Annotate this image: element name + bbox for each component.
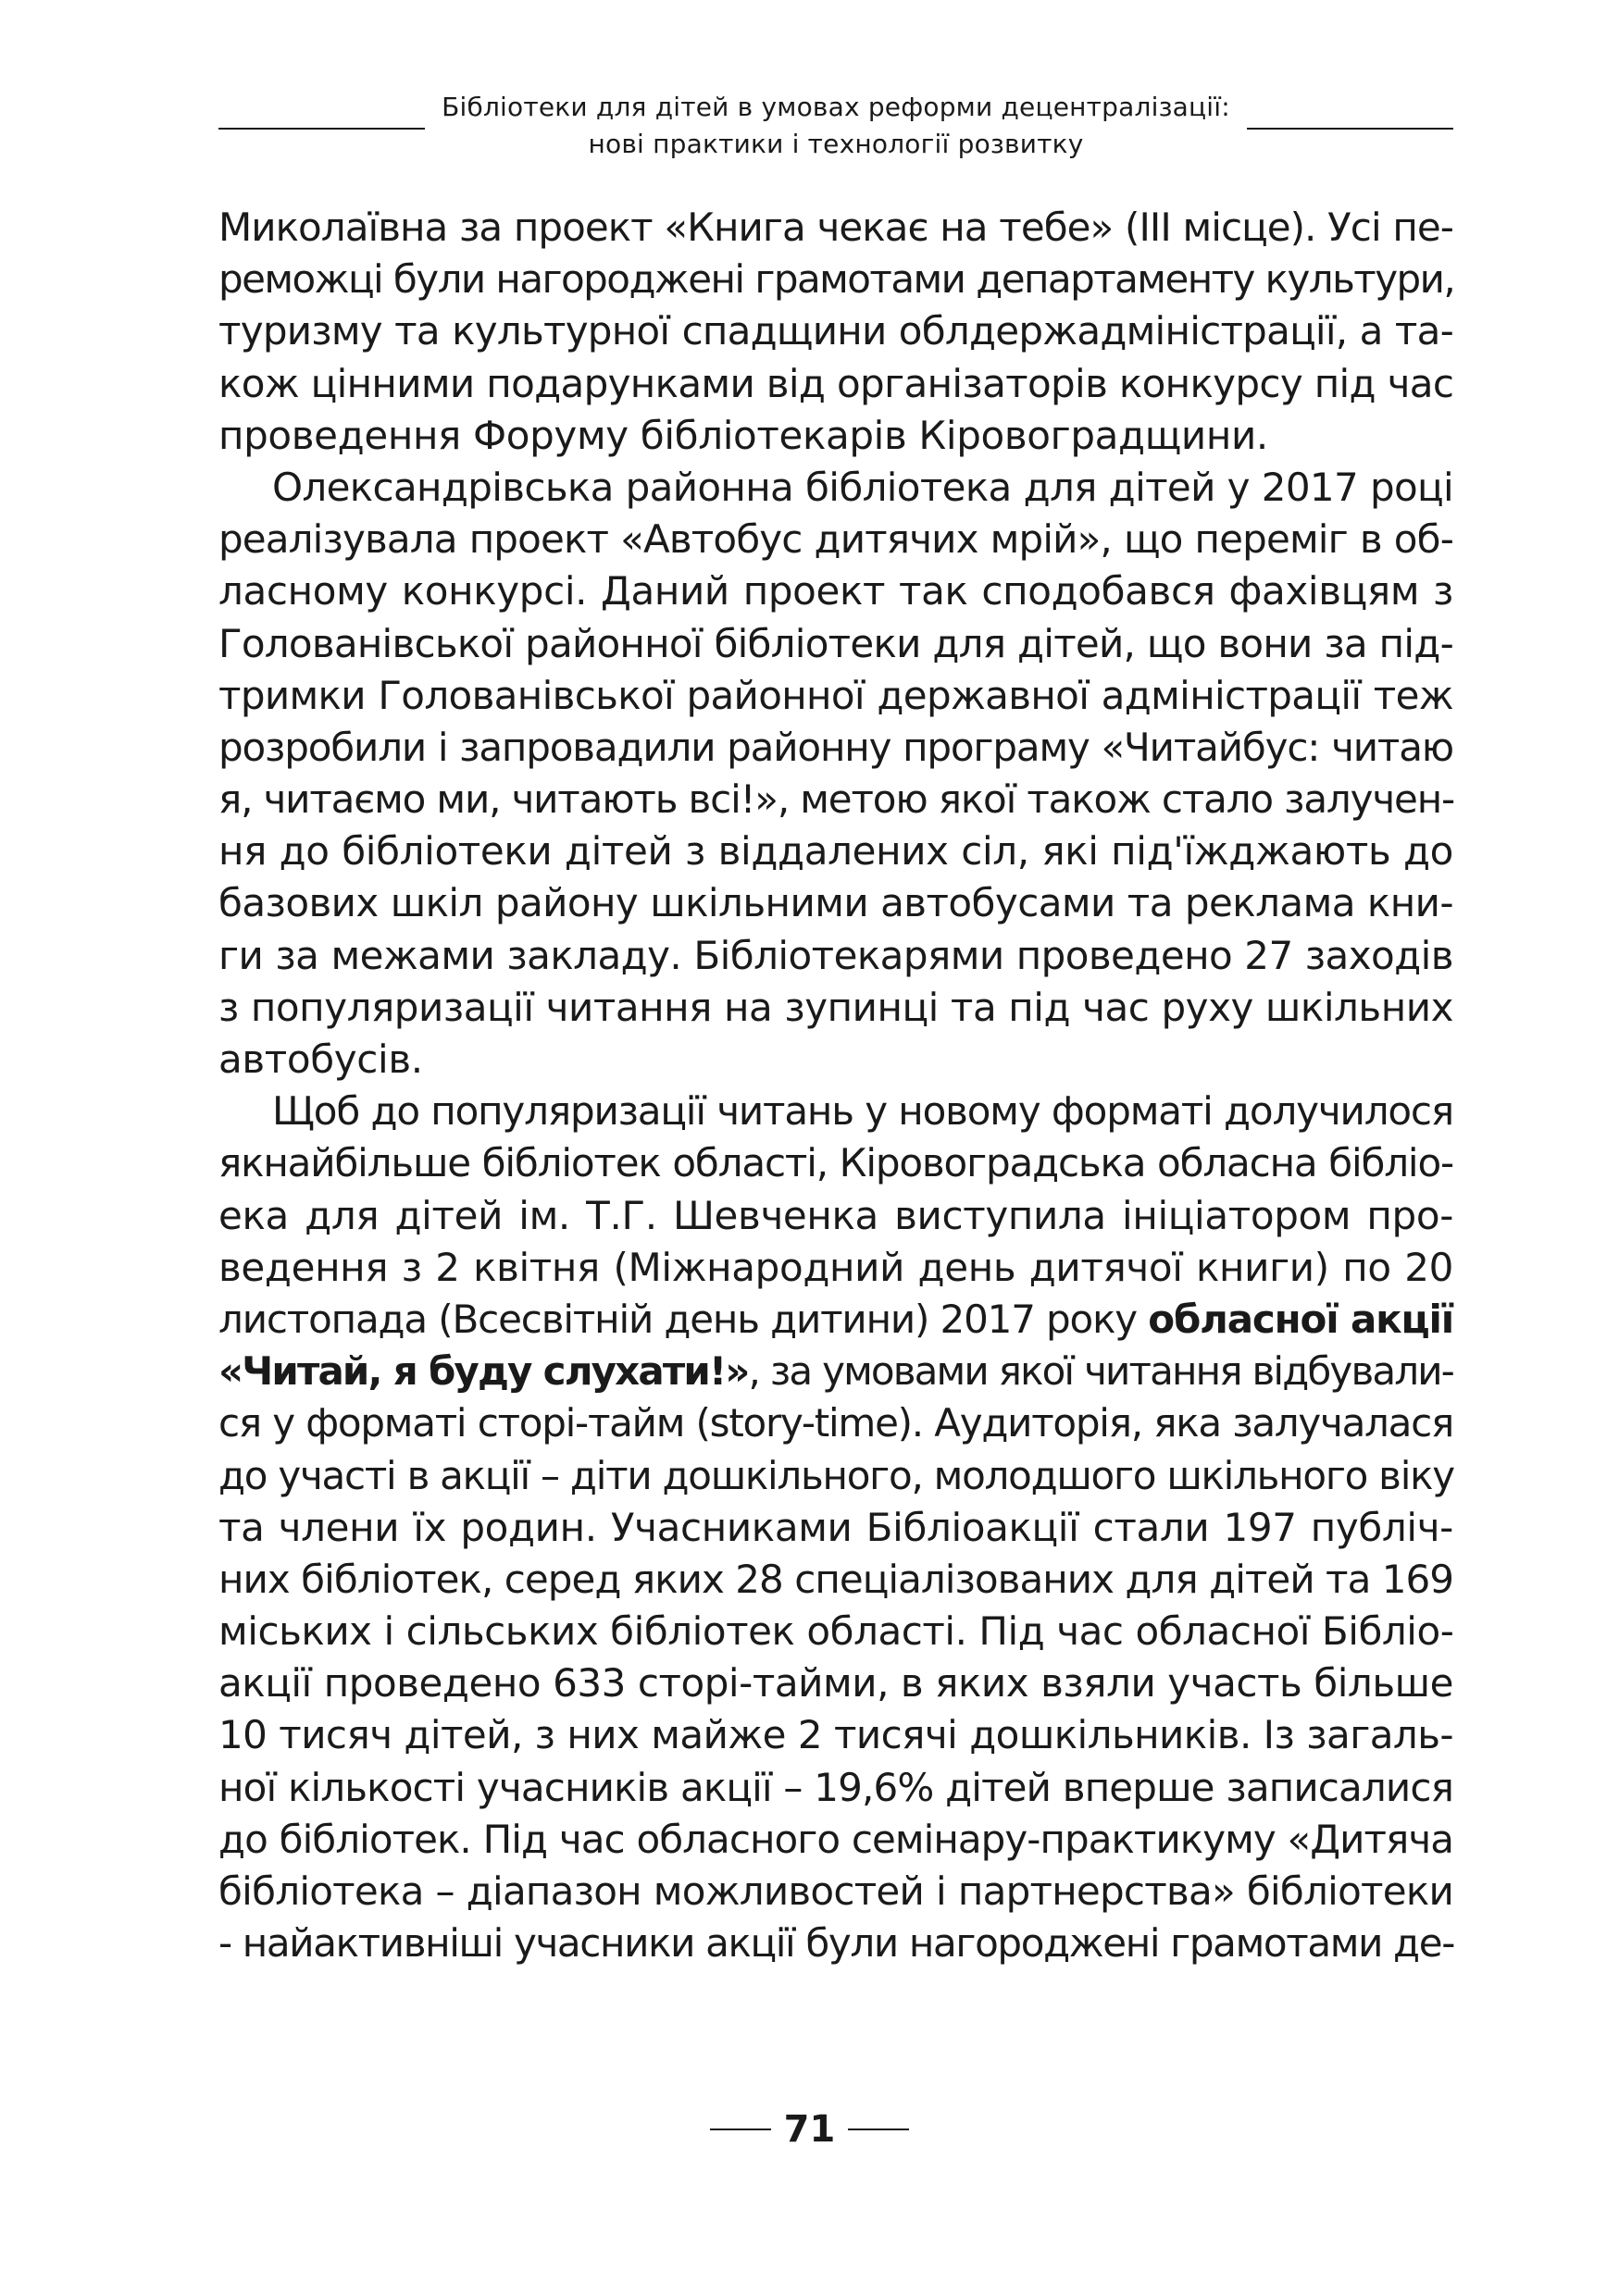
text-line: ги за межами закладу. Бібліотекарями проведено 27 заходів: [218, 932, 1453, 978]
header-title-line-1: Бібліотеки для дітей в умовах реформи децентралізації:: [442, 92, 1230, 122]
text-line: Олександрівська районна бібліотека для дітей у 2017 році: [272, 464, 1453, 510]
text-line: та члени їх родин. Учасниками Бібліоакції стали 197 публіч-: [218, 1504, 1453, 1550]
text-line: я, читаємо ми, читають всі!», метою якої також стало залучен-: [218, 776, 1455, 823]
text-run: листопада (Всесвітній день дитини) 2017 року: [218, 1296, 1137, 1342]
footer-dash-right: [848, 2128, 909, 2130]
text-line: бібліотека – діапазон можливостей і партнерства» бібліотеки: [218, 1868, 1453, 1914]
text-line-mixed: [218, 1346, 1453, 1397]
text-line: розробили і запровадили районну програму «Читайбус: читаю: [218, 724, 1453, 770]
header-rule-right: [1247, 128, 1453, 130]
text-line: до бібліотек. Під час обласного семінару-практикуму «Дитяча: [218, 1816, 1453, 1862]
text-line: ся у форматі сторі-тайм (story-time). Аудиторія, яка залучалася: [218, 1400, 1453, 1446]
text-line: базових шкіл району шкільними автобусами та реклама кни-: [218, 880, 1453, 926]
running-header: [218, 89, 1453, 163]
bold-run: обласної акції: [1148, 1296, 1454, 1342]
header-title-line-2: нові практики і технології розвитку: [588, 129, 1084, 159]
page-footer: [0, 2108, 1619, 2151]
header-rule-left: [218, 128, 425, 130]
text-line: Щоб до популяризації читань у новому форматі долучилося: [272, 1088, 1453, 1135]
text-line: проведення Форуму бібліотекарів Кіровоградщини.: [218, 412, 1268, 458]
text-run: , за умовами якої читання відбували-: [748, 1348, 1453, 1395]
text-line: кож цінними подарунками від організаторів конкурсу під час: [218, 360, 1454, 406]
page-number: 71: [783, 2108, 836, 2151]
text-line: до участі в акції – діти дошкільного, молодшого шкільного віку: [218, 1452, 1454, 1498]
text-line: якнайбільше бібліотек області, Кіровоградська обласна бібліо-: [218, 1140, 1453, 1186]
text-line: - найактивніші учасники акції були нагороджені грамотами де-: [218, 1920, 1455, 1967]
footer-dash-left: [710, 2128, 771, 2130]
text-line: них бібліотек, серед яких 28 спеціалізованих для дітей та 169: [218, 1556, 1454, 1602]
text-line-mixed: [218, 1294, 1453, 1346]
text-line: Миколаївна за проект «Книга чекає на тебе» (ІІІ місце). Усі пе-: [218, 205, 1453, 250]
text-line: туризму та культурної спадщини облдержадміністрації, а та-: [218, 308, 1453, 354]
text-line: Голованівської районної бібліотеки для дітей, що вони за під-: [218, 620, 1453, 666]
text-line: ласному конкурсі. Даний проект так сподобався фахівцям з: [218, 568, 1453, 614]
text-line: міських і сільських бібліотек області. Під час обласної Бібліо-: [218, 1608, 1454, 1655]
bold-run: «Читай, я буду слухати!»: [218, 1348, 749, 1395]
text-line: ека для дітей ім. Т.Г. Шевченка виступила ініціатором про-: [218, 1192, 1453, 1238]
header-title: [425, 89, 1247, 163]
text-line: 10 тисяч дітей, з них майже 2 тисячі дошкільників. Із загаль-: [218, 1712, 1453, 1758]
text-line: з популяризації читання на зупинці та під час руху шкільних: [218, 984, 1453, 1030]
text-line: автобусів.: [218, 1036, 423, 1082]
text-line: реалізувала проект «Автобус дитячих мрій», що переміг в об-: [218, 516, 1453, 563]
text-line: тримки Голованівської районної державної адміністрації теж: [218, 672, 1453, 718]
body-text: [218, 202, 1453, 1969]
text-line: акції проведено 633 сторі-тайми, в яких взяли участь більше: [218, 1660, 1453, 1706]
text-line: ведення з 2 квітня (Міжнародний день дитячої книги) по 20: [218, 1244, 1453, 1290]
text-line: ня до бібліотеки дітей з віддалених сіл, які під'їжджають до: [218, 828, 1453, 875]
text-line: ної кількості учасників акції – 19,6% дітей вперше записалися: [218, 1764, 1453, 1810]
text-line: реможці були нагороджені грамотами департаменту культури,: [218, 256, 1455, 303]
